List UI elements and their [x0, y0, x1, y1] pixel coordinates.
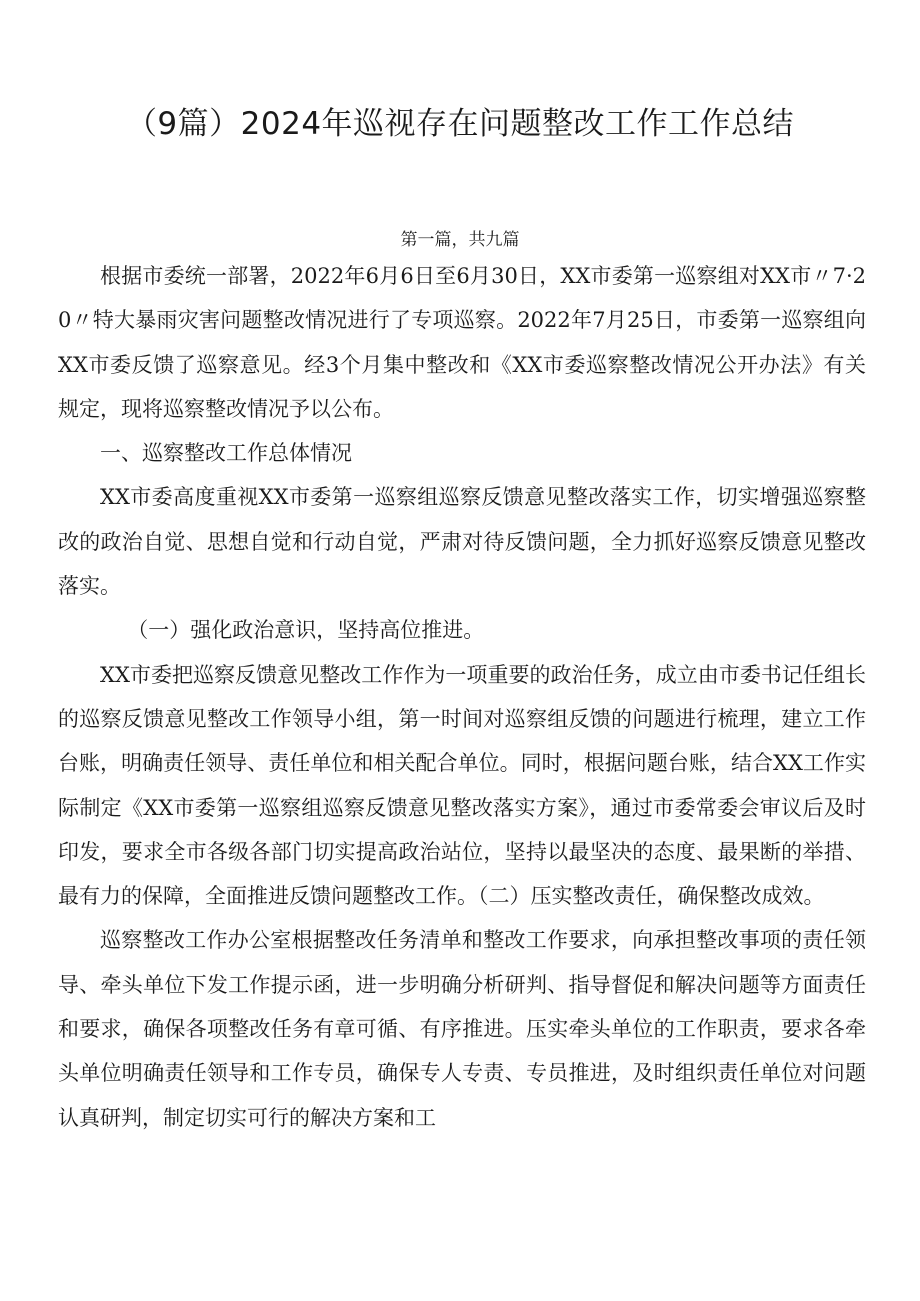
document-body: [58, 254, 866, 1140]
paragraph-responsibility: 巡察整改工作办公室根据整改任务清单和整改工作要求，向承担整改事项的责任领导、牵头单位下发工作提示函，进一步明确分析研判、指导督促和解决问题等方面责任和要求，确保各项整改任务有章可循、有序推进。压实牵头单位的工作职责，要求各牵头单位明确责任领导和工作专员，确保专人专责、专员推进，及时组织责任单位对问题认真研判，制定切实可行的解决方案和工: [58, 928, 866, 1130]
document-subtitle: 第一篇，共九篇: [400, 230, 520, 250]
section-heading-1: 一、巡察整改工作总体情况: [100, 441, 352, 466]
paragraph-political-awareness: XX市委把巡察反馈意见整改工作作为一项重要的政治任务，成立由市委书记任组长的巡察反馈意见整改工作领导小组，第一时间对巡察组反馈的问题进行梳理，建立工作台账，明确责任领导、责任单位和相关配合单位。同时，根据问题台账，结合XX工作实际制定《XX市委第一巡察组巡察反馈意见整改落实方案》，通过市委常委会审议后及时印发，要求全市各级各部门切实提高政治站位，坚持以最坚决的态度、最果断的举措、最有力的保障，全面推进反馈问题整改工作。（二）压实整改责任，确保整改成效。: [58, 662, 866, 909]
paragraph-intro: 根据市委统一部署，2022年6月6日至6月30日，XX市委第一巡察组对XX市〃7·20〃特大暴雨灾害问题整改情况进行了专项巡察。2022年7月25日，市委第一巡察组向XX市委反馈了巡察意见。经3个月集中整改和《XX市委巡察整改情况公开办法》有关规定，现将巡察整改情况予以公布。: [58, 264, 866, 421]
document-title: （9篇）2024年巡视存在问题整改工作工作总结: [125, 106, 795, 142]
subsection-heading-1: （一）强化政治意识，坚持高位推进。: [127, 618, 485, 643]
paragraph-overview: XX市委高度重视XX市委第一巡察组巡察反馈意见整改落实工作，切实增强巡察整改的政治自觉、思想自觉和行动自觉，严肃对待反馈问题，全力抓好巡察反馈意见整改落实。: [58, 485, 866, 599]
